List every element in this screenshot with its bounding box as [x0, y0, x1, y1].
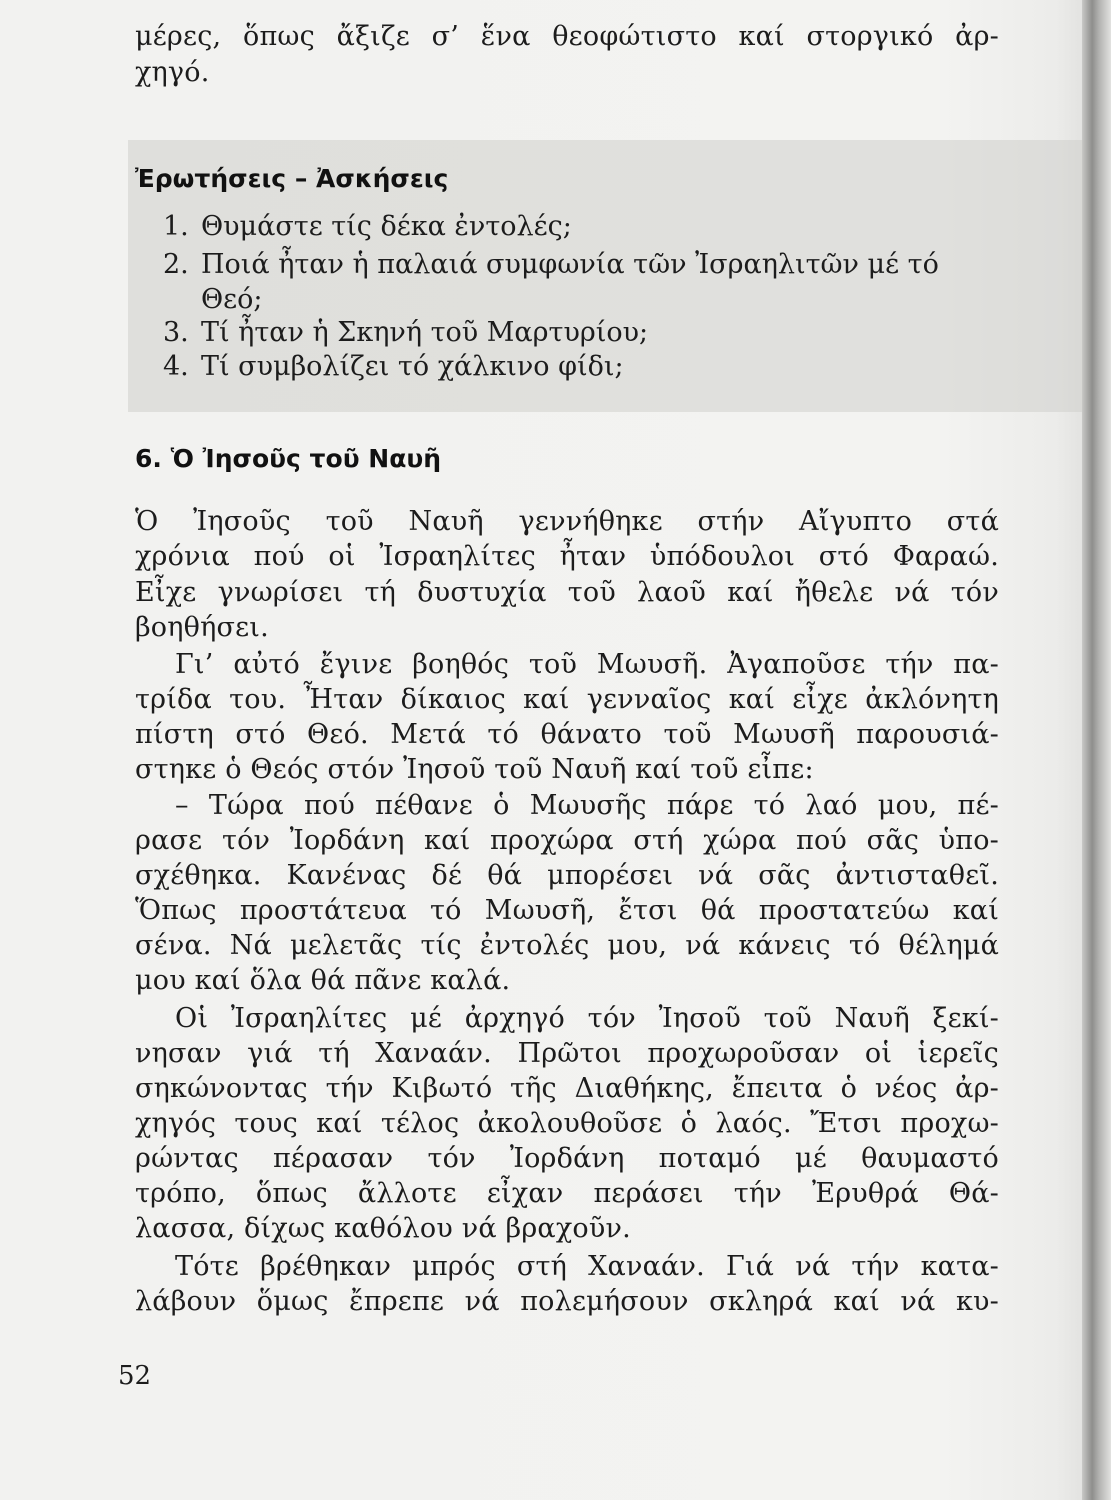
- question-item: [163, 316, 983, 350]
- intro-line-2: χηγό.: [135, 57, 210, 88]
- body-line: βοηθήσει.: [135, 612, 269, 643]
- body-line: ρώντας πέρασαν τόν Ἰορδάνη ποταμό μέ θαυμαστό: [135, 1143, 999, 1174]
- question-text: Τί συμβολίζει τό χάλκινο φίδι;: [201, 351, 624, 382]
- body-line: Γι’ αὐτό ἔγινε βοηθός τοῦ Μωυσῆ. Ἀγαποῦσε τήν πα-: [175, 649, 999, 680]
- body-line: Ὅπως προστάτευα τό Μωυσῆ, ἔτσι θά προστατεύω καί: [135, 895, 999, 926]
- question-number: 4.: [163, 351, 189, 382]
- page-number: 52: [118, 1361, 152, 1391]
- body-line: Εἶχε γνωρίσει τή δυστυχία τοῦ λαοῦ καί ἤθελε νά τόν: [135, 577, 999, 608]
- body-line: σχέθηκα. Κανένας δέ θά μπορέσει νά σᾶς ἀντισταθεῖ.: [135, 860, 999, 891]
- question-number: 3.: [163, 317, 189, 348]
- body-line: Τότε βρέθηκαν μπρός στή Χαναάν. Γιά νά τήν κατα-: [175, 1251, 999, 1282]
- intro-line-1: μέρες, ὅπως ἄξιζε σ’ ἕνα θεοφώτιστο καί στοργικό ἀρ-: [135, 21, 999, 52]
- section-heading: 6. Ὁ Ἰησοῦς τοῦ Ναυῆ: [135, 444, 442, 473]
- body-line: λάβουν ὅμως ἔπρεπε νά πολεμήσουν σκληρά καί νά κυ-: [135, 1286, 999, 1317]
- question-text: Θυμάστε τίς δέκα ἐντολές;: [201, 211, 572, 242]
- page-edge-shadow: [1082, 0, 1111, 1500]
- question-number: 1.: [163, 211, 189, 242]
- body-line: – Τώρα πού πέθανε ὁ Μωυσῆς πάρε τό λαό μου, πέ-: [175, 790, 999, 821]
- question-item: [163, 350, 983, 384]
- question-item: [163, 210, 983, 244]
- questions-heading: Ἐρωτήσεις – Ἀσκήσεις: [135, 164, 449, 193]
- body-line: μου καί ὅλα θά πᾶνε καλά.: [135, 965, 511, 996]
- body-line: χηγός τους καί τέλος ἀκολουθοῦσε ὁ λαός. Ἔτσι προχω-: [135, 1108, 999, 1139]
- body-line: νησαν γιά τή Χαναάν. Πρῶτοι προχωροῦσαν οἱ ἱερεῖς: [135, 1038, 999, 1069]
- body-line: χρόνια πού οἱ Ἰσραηλίτες ἦταν ὑπόδουλοι στό Φαραώ.: [135, 541, 999, 572]
- body-line: στηκε ὁ Θεός στόν Ἰησοῦ τοῦ Ναυῆ καί τοῦ εἶπε:: [135, 754, 814, 785]
- question-text: Ποιά ἦταν ἡ παλαιά συμφωνία τῶν Ἰσραηλιτῶν μέ τό: [201, 249, 939, 280]
- body-line: σένα. Νά μελετᾶς τίς ἐντολές μου, νά κάνεις τό θέλημά: [135, 930, 999, 961]
- question-number: 2.: [163, 249, 189, 280]
- body-line: τρόπο, ὅπως ἄλλοτε εἶχαν περάσει τήν Ἐρυθρά Θά-: [135, 1178, 999, 1209]
- body-line: Οἱ Ἰσραηλίτες μέ ἀρχηγό τόν Ἰησοῦ τοῦ Ναυῆ ξεκί-: [175, 1003, 999, 1034]
- body-line: Ὁ Ἰησοῦς τοῦ Ναυῆ γεννήθηκε στήν Αἴγυπτο στά: [135, 506, 999, 537]
- body-line: τρίδα του. Ἦταν δίκαιος καί γενναῖος καί εἶχε ἀκλόνητη: [135, 684, 999, 715]
- body-line: ρασε τόν Ἰορδάνη καί προχώρα στή χώρα πού σᾶς ὑπο-: [135, 825, 999, 856]
- body-line: σηκώνοντας τήν Κιβωτό τῆς Διαθήκης, ἔπειτα ὁ νέος ἀρ-: [135, 1073, 999, 1104]
- question-text: Τί ἦταν ἡ Σκηνή τοῦ Μαρτυρίου;: [201, 317, 649, 348]
- question-continuation: Θεό;: [201, 284, 263, 315]
- question-item: [163, 248, 983, 282]
- body-line: λασσα, δίχως καθόλου νά βραχοῦν.: [135, 1213, 631, 1244]
- body-line: πίστη στό Θεό. Μετά τό θάνατο τοῦ Μωυσῆ παρουσιά-: [135, 719, 999, 750]
